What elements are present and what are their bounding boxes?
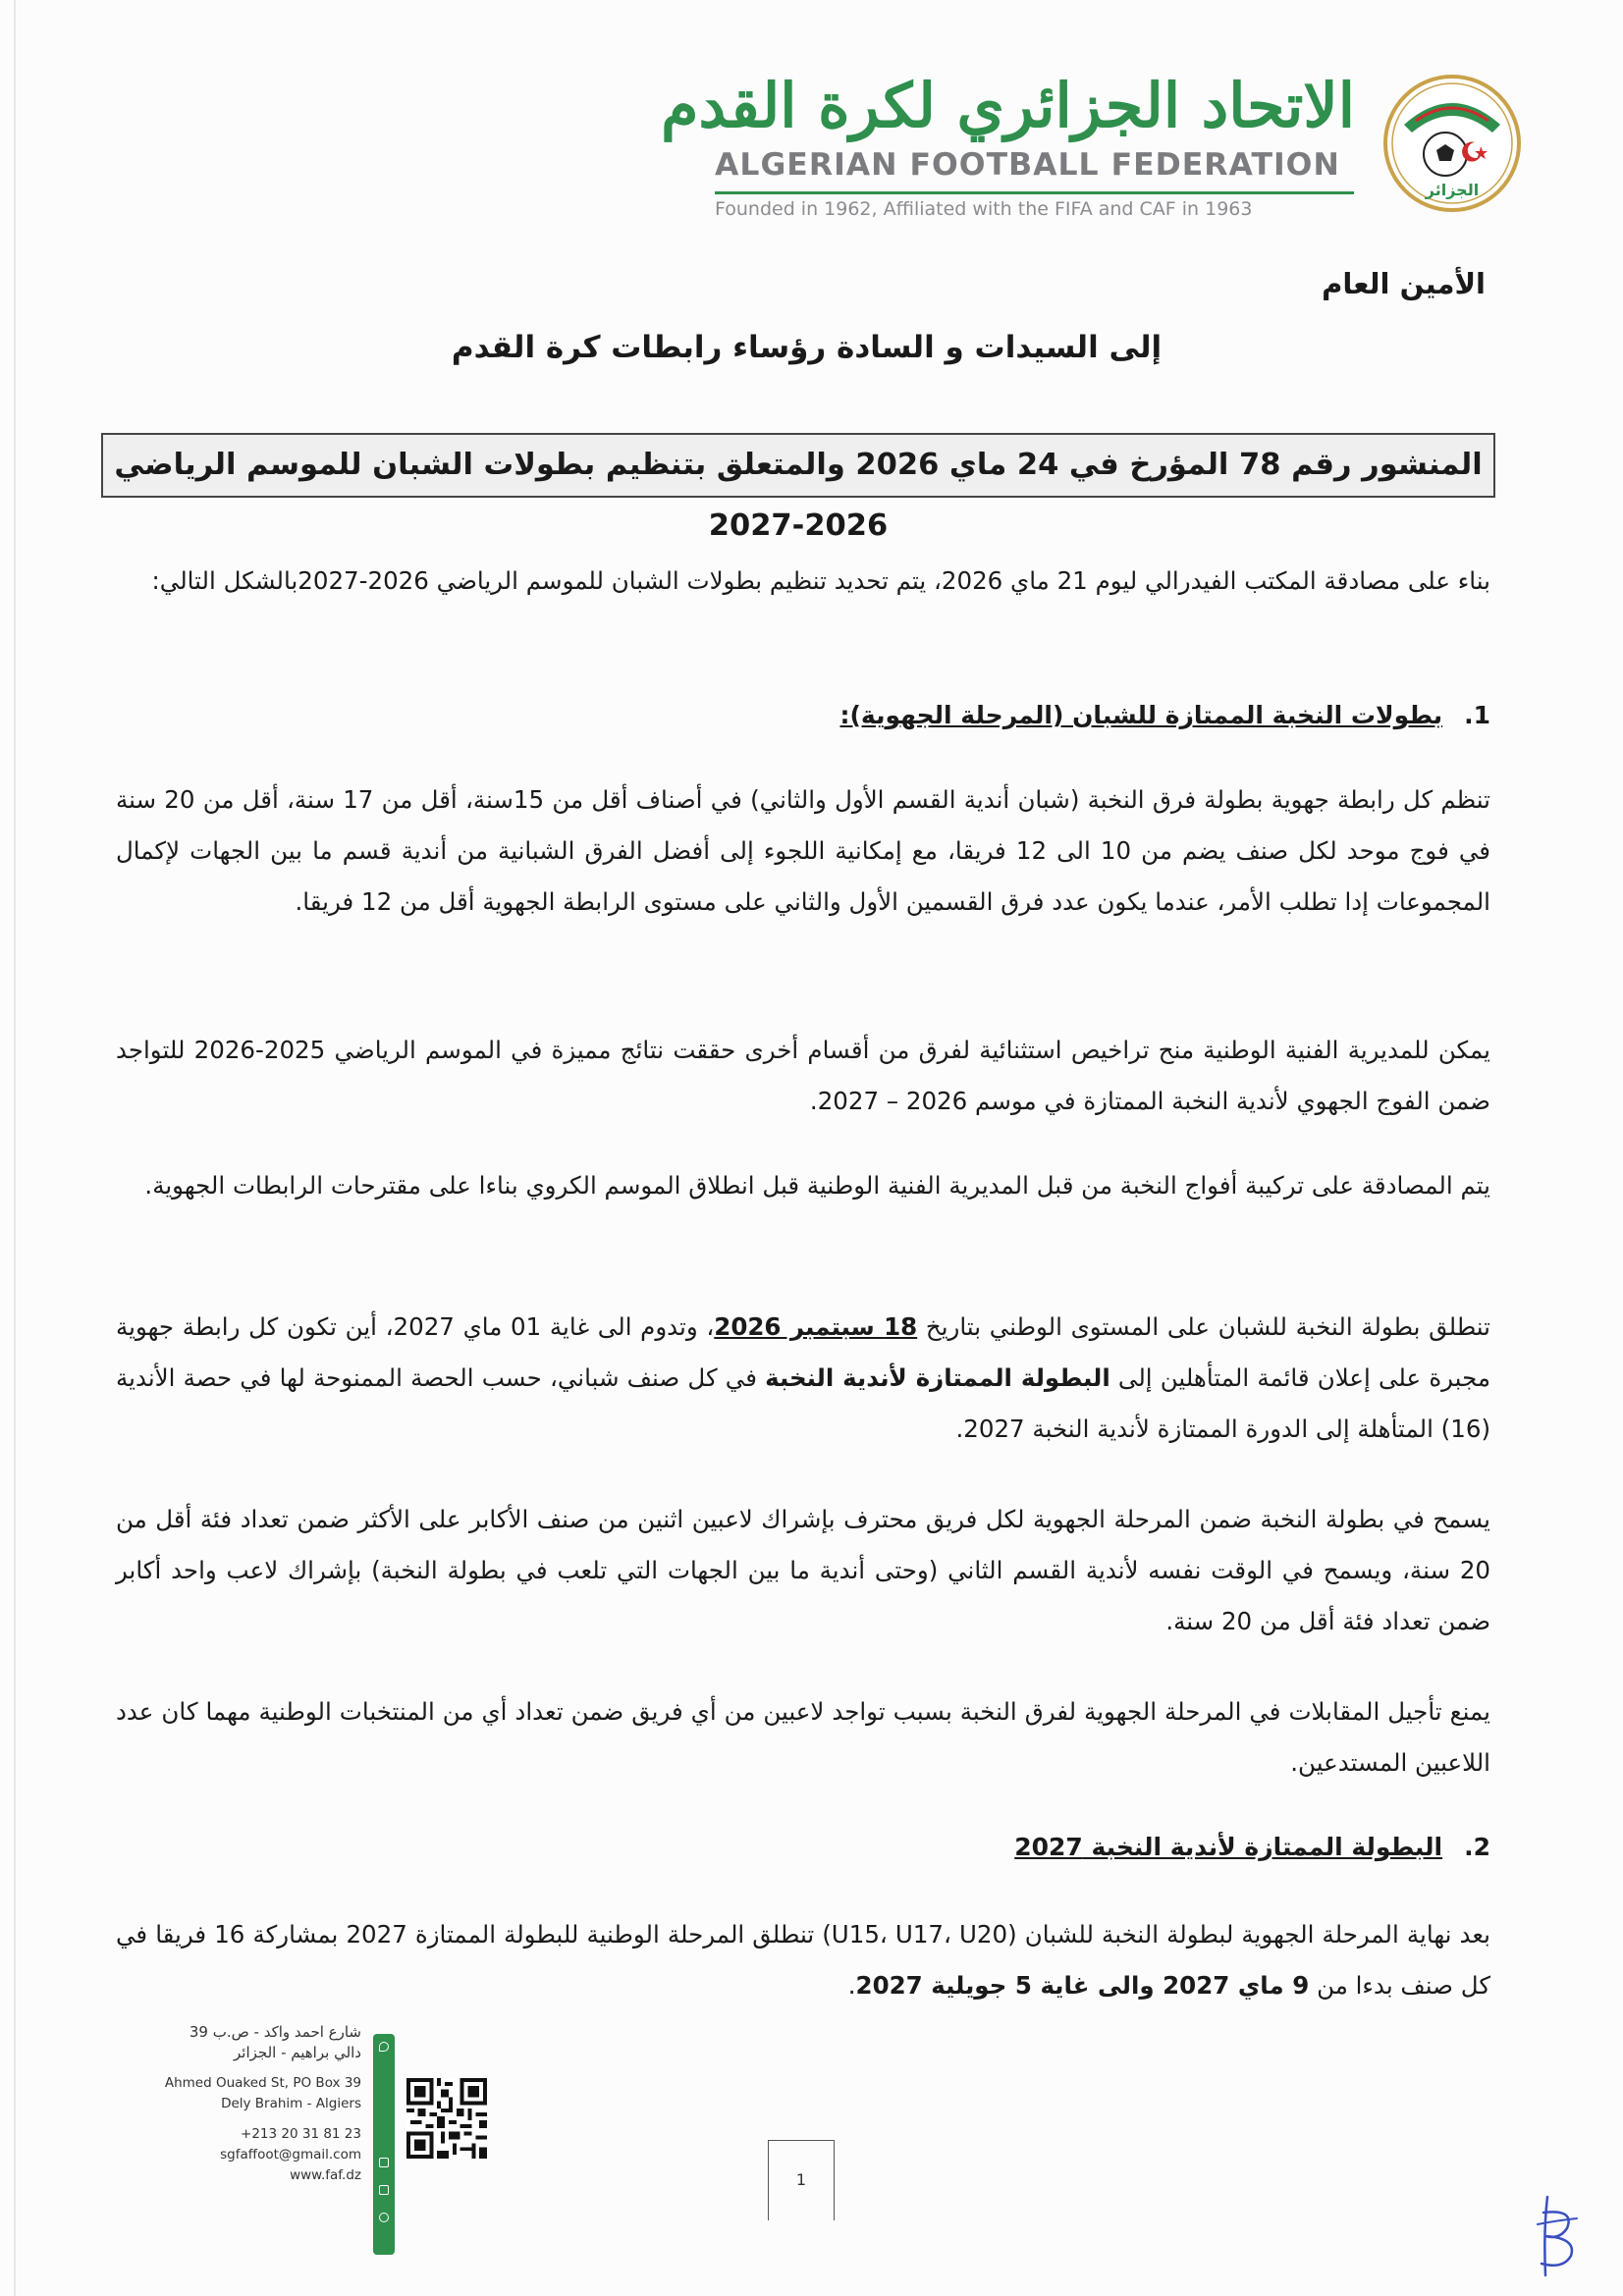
p4-text-b: ، وتدوم الى غاية 01 ماي 2027، أين تكون كل رابطة جهوية مجبرة على إعلان قائمة المتأهلين إلى: [116, 1312, 1491, 1392]
section-2-title: البطولة الممتازة لأندية النخبة 2027: [1014, 1833, 1443, 1861]
p4-text-c: في كل صنف شباني، حسب الحصة الممنوحة لها في حصة الأندية (16) المتأهلة إلى الدورة الممتازة لأندية النخبة 2027.: [116, 1363, 1490, 1443]
page-edge: [14, 0, 16, 2296]
intro-paragraph: بناء على مصادقة المكتب الفيدرالي ليوم 21 ماي 2026، يتم تحديد تنظيم بطولات الشبان للموسم الرياضي 2026-2027بالشكل التالي:: [151, 566, 1490, 595]
section-1-paragraph-3: يتم المصادقة على تركيبة أفواج النخبة من قبل المديرية الفنية الوطنية قبل انطلاق الموسم الكروي بناءا على مقترحات الرابطات الجهوية.: [144, 1171, 1490, 1200]
section-1-paragraph-1: تنظم كل رابطة جهوية بطولة فرق النخبة (شبان أندية القسم الأول والثاني) في أصناف أقل من 15سنة، أقل من 17 سنة، أقل من 20 سنة في فوج موحد لكل صنف يضم من 10 الى 12 فريقا، مع إمكانية اللجوء إلى أفضل الفرق الشبانية من أندية قسم ما بين الجهات لإكمال المجموعات إدا تطلب الأمر، عندما يكون عدد فرق القسمين الأول والثاني على مستوى الرابطة الجهوية أقل من 12 فريقا.: [116, 785, 1490, 916]
address-arabic-2: دالي براهيم - الجزائر: [234, 2044, 361, 2061]
header-divider: [715, 191, 1354, 194]
address-english-2: Dely Brahim - Algiers: [221, 2096, 361, 2111]
org-name-english: ALGERIAN FOOTBALL FEDERATION: [715, 147, 1340, 183]
section-1-paragraph-2: يمكن للمديرية الفنية الوطنية منح تراخيص استثنائية لفرق من أقسام أخرى حققت نتائج مميزة في الموسم الرياضي 2025-2026 للتواجد ضمن الفوج الجهوي لأندية النخبة الممتازة في موسم 2026 – 2027.: [116, 1036, 1490, 1115]
address-arabic-1: شارع احمد واكد - ص.ب 39: [189, 2023, 361, 2041]
section-2-number: 2.: [1464, 1833, 1490, 1861]
phone-icon: [379, 2158, 389, 2167]
section-2-heading: [1014, 1825, 1490, 1870]
phone-number: +213 20 31 81 23: [241, 2126, 361, 2142]
s2-text-b: .: [847, 1971, 856, 2000]
s2-bold-dates: 9 ماي 2027 والى غاية 5 جويلية 2027: [855, 1971, 1310, 2000]
page-number-box: 1: [768, 2140, 835, 2220]
section-1-paragraph-5: يسمح في بطولة النخبة ضمن المرحلة الجهوية لكل فريق محترف بإشراك لاعبين اثنين من صنف الأكابر على الأكثر ضمن تعداد فئة أقل من 20 سنة، ويسمح في الوقت نفسه لأندية القسم الثاني (وحتى أندية ما بين الجهات التي تلعب في بطولة النخبة) بإشراك لاعب واحد أكابر ضمن تعداد فئة أقل من 20 سنة.: [116, 1505, 1490, 1635]
footer-contact: [118, 2022, 361, 2186]
website-link[interactable]: www.faf.dz: [290, 2167, 361, 2183]
founded-line: Founded in 1962, Affiliated with the FIFA and CAF in 1963: [715, 198, 1253, 220]
section-1-heading: [839, 693, 1490, 738]
address-english-1: Ahmed Ouaked St, PO Box 39: [164, 2075, 361, 2091]
section-1-paragraph-4: [116, 1302, 1490, 1455]
p4-bold-competition: البطولة الممتازة لأندية النخبة: [765, 1363, 1110, 1392]
addressee-line: إلى السيدات و السادة رؤساء رابطات كرة القدم: [451, 330, 1163, 365]
location-pin-icon: [379, 2042, 389, 2052]
org-name-arabic: الاتحاد الجزائري لكرة القدم: [661, 70, 1355, 141]
section-1-number: 1.: [1464, 701, 1490, 729]
section-1-title: بطولات النخبة الممتازة للشبان (المرحلة الجهوية):: [839, 701, 1443, 729]
handwritten-signature: [1534, 2191, 1583, 2281]
p4-text-a: تنطلق بطولة النخبة للشبان على المستوى الوطني بتاريخ: [917, 1312, 1491, 1341]
section-1-paragraph-6: يمنع تأجيل المقابلات في المرحلة الجهوية لفرق النخبة بسبب تواجد لاعبين من أي فريق ضمن تعداد أي من المنتخبات الوطنية مهما كان عدد اللاعبين المستدعين.: [116, 1697, 1490, 1777]
email-address[interactable]: sgfaffoot@gmail.com: [220, 2147, 361, 2163]
globe-icon: [379, 2213, 389, 2222]
office-title: الأمين العام: [1322, 267, 1486, 300]
section-2-paragraph-1: [116, 1909, 1490, 2011]
email-icon: [379, 2185, 389, 2195]
faf-emblem-logo: [1382, 74, 1522, 213]
s2-text-a: بعد نهاية المرحلة الجهوية لبطولة النخبة للشبان (U15، U17، U20) تنطلق المرحلة الوطنية للبطولة الممتازة 2027 بمشاركة 16 فريقا في كل صنف بدءا من: [116, 1920, 1490, 2000]
qr-code-icon[interactable]: [406, 2078, 487, 2159]
p4-start-date: 18 سبتمبر 2026: [714, 1312, 918, 1341]
emblem-text: الجزائر: [1425, 181, 1480, 199]
subject-box: المنشور رقم 78 المؤرخ في 24 ماي 2026 والمتعلق بتنظيم بطولات الشبان للموسم الرياضي 2026-2027: [101, 433, 1495, 498]
